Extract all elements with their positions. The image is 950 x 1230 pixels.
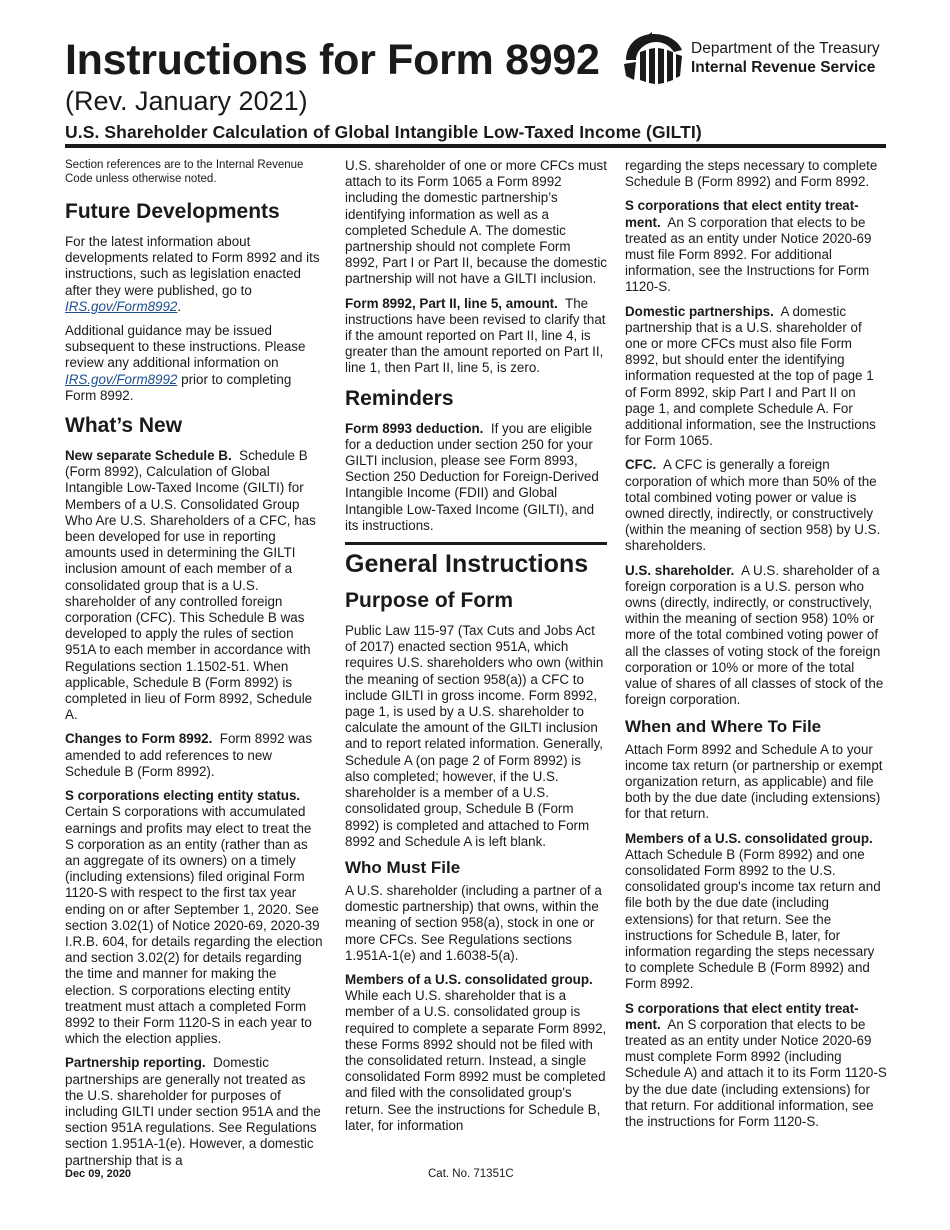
s-corp-entity-paragraph <box>625 198 887 295</box>
who-must-file-heading: Who Must File <box>345 857 461 877</box>
agency-department: Department of the Treasury <box>691 40 880 57</box>
changes-paragraph <box>65 731 323 780</box>
s-corp-election-paragraph <box>65 788 323 1047</box>
footer-date: Dec 09, 2020 <box>65 1168 132 1180</box>
changes-lead: Changes to Form 8992. <box>65 731 213 747</box>
purpose-paragraph: Public Law 115-97 (Tax Cuts and Jobs Act of 2017) enacted section 951A, which requires U.S. shareholders who own (within the meaning of section 958(a)) a CFC to include GILTI in gross income. Form 8992, page 1, is used by a U.S. shareholder to calculate the amount of the GILTI inclusion and to report related information. Generally, Schedule A (on page 2 of Form 8992) is also completed; however, if the U.S. shareholder is a member of a U.S. consolidated group, Schedule B (Form 8992) is completed and attached to Form 8992 and Schedule A is left blank. <box>345 623 604 849</box>
revision-date: (Rev. January 2021) <box>65 86 308 116</box>
page-title: Instructions for Form 8992 <box>65 36 600 84</box>
changes-text: Form 8992 was amended to add references to new Schedule B (Form 8992). <box>65 731 313 779</box>
partnership-text: Domestic partnerships are generally not treated as the U.S. shareholder for purposes of including GILTI under section 951A and the section 951A regulations. See Regulations section 1.951A-1(e). However, a domestic partnership that is a <box>65 1055 321 1168</box>
s-corp-filing-paragraph <box>625 1001 887 1131</box>
domestic-partnerships-text: A domestic partnership that is a U.S. shareholder of one or more CFCs must also file Form 8992, but should enter the identifying information requested at the top of page 1 of Form 8992, skip Part I and Part II on page 1, and complete Schedule A. For additional information, see the Instructions for Form 1065. <box>625 303 876 449</box>
form8993-lead: Form 8993 deduction. <box>345 420 484 436</box>
section-references-note: Section references are to the Internal Revenue Code unless otherwise noted. <box>65 159 304 185</box>
irs-form8992-link-2[interactable]: IRS.gov/Form8992 <box>65 371 178 387</box>
cfc-text: A CFC is generally a foreign corporation of which more than 50% of the total combined voting power or value is owned directly, indirectly, or constructively (within the meaning of section 958) by U.S. shareholders. <box>625 457 881 554</box>
domestic-partnerships-lead: Domestic partnerships. <box>625 303 774 319</box>
cfc-paragraph <box>625 457 887 554</box>
s-corp-filing-text: An S corporation that elects to be treated as an entity under Notice 2020-69 must complete Form 8992 (including Schedule A) and attach it to its Form 1120-S by the due date (including extensions) for that return. For additional information, see the instructions for Form 1120-S. <box>625 1016 887 1129</box>
form8993-text: If you are eligible for a deduction under section 250 for your GILTI inclusion, please see Form 8993, Section 250 Deduction for Foreign-Derived Intangible Income (FDII) and Global Intangible Low-Taxed Income (GILTI), and its instructions. <box>345 420 599 533</box>
future-text-2b: prior to completing Form 8992. <box>65 371 292 403</box>
form-subtitle: U.S. Shareholder Calculation of Global Intangible Low-Taxed Income (GILTI) <box>65 122 702 142</box>
schedule-b-text: Schedule B (Form 8992), Calculation of Global Intangible Low-Taxed Income (GILTI) for Members of a U.S. Consolidated Group Who Are U.S. Shareholders of a CFC, has been developed for use in reporting amounts used in determining the GILTI inclusion amount of each member of a consolidated group that is a U.S. shareholder of any controlled foreign corporation (CFC). This Schedule B was developed to apply the rules of section 951A to each member in accordance with Regulations section 1.1502-51. When applicable, Schedule B (Form 8992) is completed in lieu of Form 8992, Schedule A. <box>65 448 316 723</box>
us-shareholder-paragraph <box>625 563 887 709</box>
s-corp-election-text: Certain S corporations with accumulated earnings and profits may elect to treat the S corporation as an entity (rather than as an aggregate of its owners) on a timely (including extensions) filed original Form 1120-S with respect to the first tax year ending on or after September 1, 2020. See section 3.02(1) of Notice 2020-69, 2020-39 I.R.B. 604, for details regarding the election and section 3.02(2) for details regarding the time and manner for making the election. S corporations electing entity treatment must attach a completed Form 8992 to their Form 1120-S in each year to which the election applies. <box>65 804 323 1047</box>
future-text-1: For the latest information about developments related to Form 8992 and its instructions, such as legislation enacted after they were published, go to <box>65 234 320 298</box>
s-corp-entity-text: An S corporation that elects to be treated as an entity under Notice 2020-69 must file Form 8992. For additional information, see the Instructions for Form 1120-S. <box>625 214 872 295</box>
future-text-2a: Additional guidance may be issued subsequent to these instructions. Please review any additional information on <box>65 323 306 371</box>
who-must-file-paragraph: A U.S. shareholder (including a partner of a domestic partnership) that owns, within the meaning of section 958(a), stock in one or more CFCs. See Regulations sections 1.951A-1(e) and 1.6038-5(a). <box>345 882 602 963</box>
partnership-reporting-paragraph <box>65 1055 323 1168</box>
s-corp-entity-lead: S corporations that elect entity treat-ment. <box>625 198 859 230</box>
partnership-lead: Partnership reporting. <box>65 1055 206 1071</box>
future-developments-paragraph-1: For the latest information about developments related to Form 8992 and its instructions, such as legislation enacted after they were published, go to IRS.gov/Form8992. <box>65 234 320 314</box>
cfc-lead: CFC. <box>625 457 657 473</box>
s-corp-election-lead: S corporations electing entity status. <box>65 788 301 804</box>
future-developments-heading: Future Developments <box>65 200 280 223</box>
domestic-partnerships-paragraph <box>625 304 887 450</box>
when-where-heading: When and Where To File <box>625 716 822 736</box>
us-shareholder-text: A U.S. shareholder of a foreign corporation is a U.S. person who owns (directly, indirectly, or constructively, within the meaning of section 958) 10% or more of the total combined voting power of all the classes of voting stock of the foreign corporation or 10% or more of the total value of shares of all classes of stock of the foreign corporation. <box>625 562 884 708</box>
form8993-paragraph <box>345 421 607 534</box>
agency-irs: Internal Revenue Service <box>691 59 876 76</box>
header-rule <box>65 144 886 148</box>
future-developments-paragraph-2 <box>65 323 323 404</box>
column-3 <box>625 158 887 1138</box>
agency-name <box>691 39 880 77</box>
schedule-b-paragraph <box>65 448 323 723</box>
s-corp-filing-lead: S corporations that elect entity treat-ment. <box>625 1000 859 1032</box>
line5-text: The instructions have been revised to clarify that if the amount reported on Part II, line 4, is greater than the amount reported on Part II, line 1, then Part II, line 5, is zero. <box>345 295 606 376</box>
members-continued-paragraph: regarding the steps necessary to complete Schedule B (Form 8992) and Form 8992. <box>625 158 878 190</box>
general-instructions-heading: General Instructions <box>345 542 607 579</box>
consolidated-filing-text: Attach Schedule B (Form 8992) and one consolidated Form 8992 to the U.S. consolidated group's income tax return and file both by the due date (including extensions) for that return. See the instructions for Schedule B, later, for information regarding the steps necessary to complete Schedule B (Form 8992) and Form 8992. <box>625 846 881 992</box>
partnership-continued-paragraph: U.S. shareholder of one or more CFCs must attach to its Form 1065 a Form 8992 including the domestic partnership’s identifying information as well as a completed Schedule A. The domestic partnership should not complete Form 8992, Part I or Part II, because the domestic partnership will not have a GILTI inclusion. <box>345 158 608 287</box>
irs-form8992-link[interactable]: IRS.gov/Form8992 <box>65 298 178 314</box>
consolidated-members-lead: Members of a U.S. consolidated group. <box>345 971 593 987</box>
consolidated-members-text: While each U.S. shareholder that is a member of a U.S. consolidated group is required to complete a separate Form 8992, these Forms 8992 should not be filed with the consolidated return. Instead, a single consolidated Form 8992 must be completed and filed with the consolidated group's return. See the instructions for Schedule B, later, for information <box>345 988 607 1133</box>
irs-eagle-logo-icon <box>622 30 686 86</box>
column-1 <box>65 158 323 1177</box>
footer-catalog-number: Cat. No. 71351C <box>428 1168 514 1180</box>
consolidated-filing-lead: Members of a U.S. consolidated group. <box>625 830 873 846</box>
line5-lead: Form 8992, Part II, line 5, amount. <box>345 295 558 311</box>
consolidated-members-paragraph <box>345 972 607 1134</box>
purpose-heading: Purpose of Form <box>345 589 514 613</box>
whats-new-heading: What’s New <box>65 414 183 438</box>
line5-paragraph <box>345 296 607 377</box>
column-2 <box>345 158 607 1142</box>
schedule-b-lead: New separate Schedule B. <box>65 448 232 464</box>
consolidated-filing-paragraph <box>625 831 887 993</box>
when-where-paragraph: Attach Form 8992 and Schedule A to your income tax return (or partnership or exempt organization return, as applicable) and file both by the due date (including extensions) for that return. <box>625 741 883 822</box>
reminders-heading: Reminders <box>345 386 454 410</box>
us-shareholder-lead: U.S. shareholder. <box>625 562 735 578</box>
